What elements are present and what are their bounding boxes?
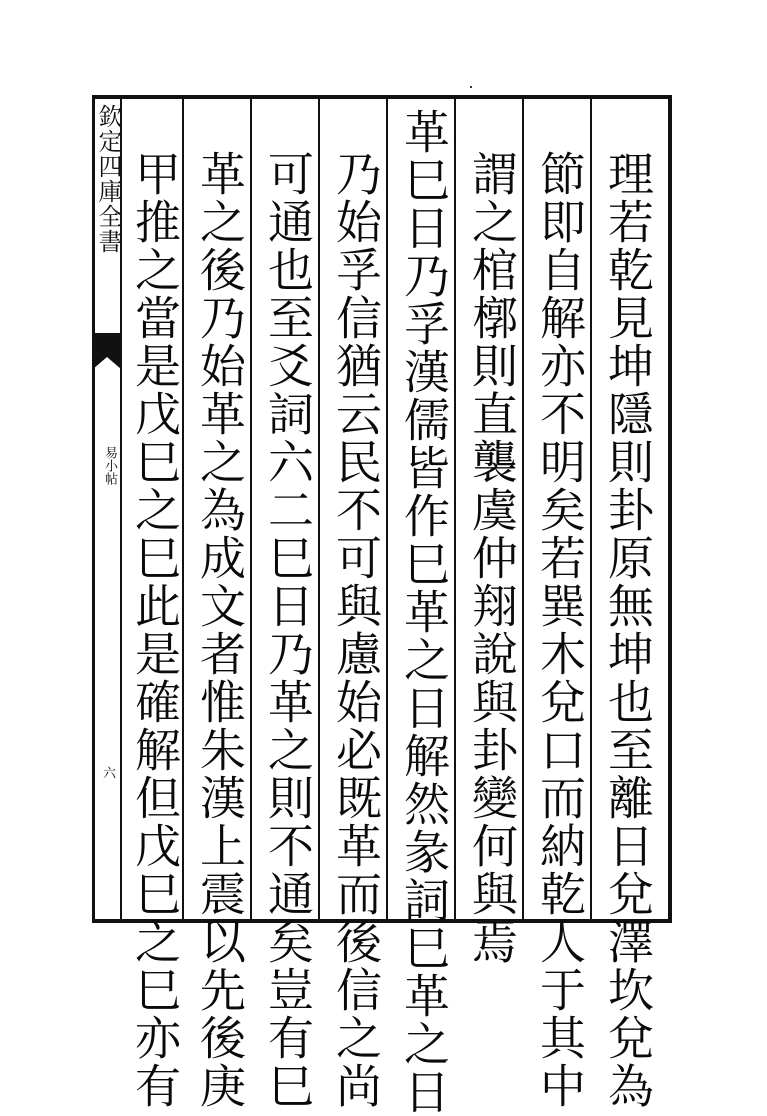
- text-column-4: 革巳日乃孚漢儒皆作巳革之日解然彖詞巳革之日: [397, 108, 451, 1116]
- column-rule: [250, 98, 252, 920]
- margin-book-title: 易小帖: [102, 446, 117, 485]
- page-number: 六: [100, 766, 115, 779]
- column-rule: [522, 98, 524, 920]
- text-column-8: 甲推之當是戊巳之巳此是確解但戊巳之巳亦有: [128, 150, 182, 1110]
- text-column-1: 理若乾見坤隱則卦原無坤也至離日兌澤坎兌為: [601, 150, 655, 1110]
- column-rule: [590, 98, 592, 920]
- text-column-5: 乃始孚信猶云民不可與慮始必既革而後信之尚: [329, 150, 383, 1110]
- margin-title: 欽定四庫全書: [94, 104, 122, 254]
- text-column-6: 可通也至爻詞六二巳日乃革之則不通矣豈有巳: [261, 150, 315, 1110]
- text-column-2: 節即自解亦不明矣若巽木兌口而納乾人于其中: [533, 150, 587, 1110]
- column-rule: [318, 98, 320, 920]
- column-rule: [454, 98, 456, 920]
- ink-speck: [470, 86, 472, 88]
- text-column-3: 謂之棺槨則直襲虞仲翔說與卦變何與焉: [465, 150, 519, 966]
- column-rule: [386, 98, 388, 920]
- fishtail-mark-icon: [93, 333, 121, 369]
- text-column-7: 革之後乃始革之為成文者惟朱漢上震以先後庚: [193, 150, 247, 1110]
